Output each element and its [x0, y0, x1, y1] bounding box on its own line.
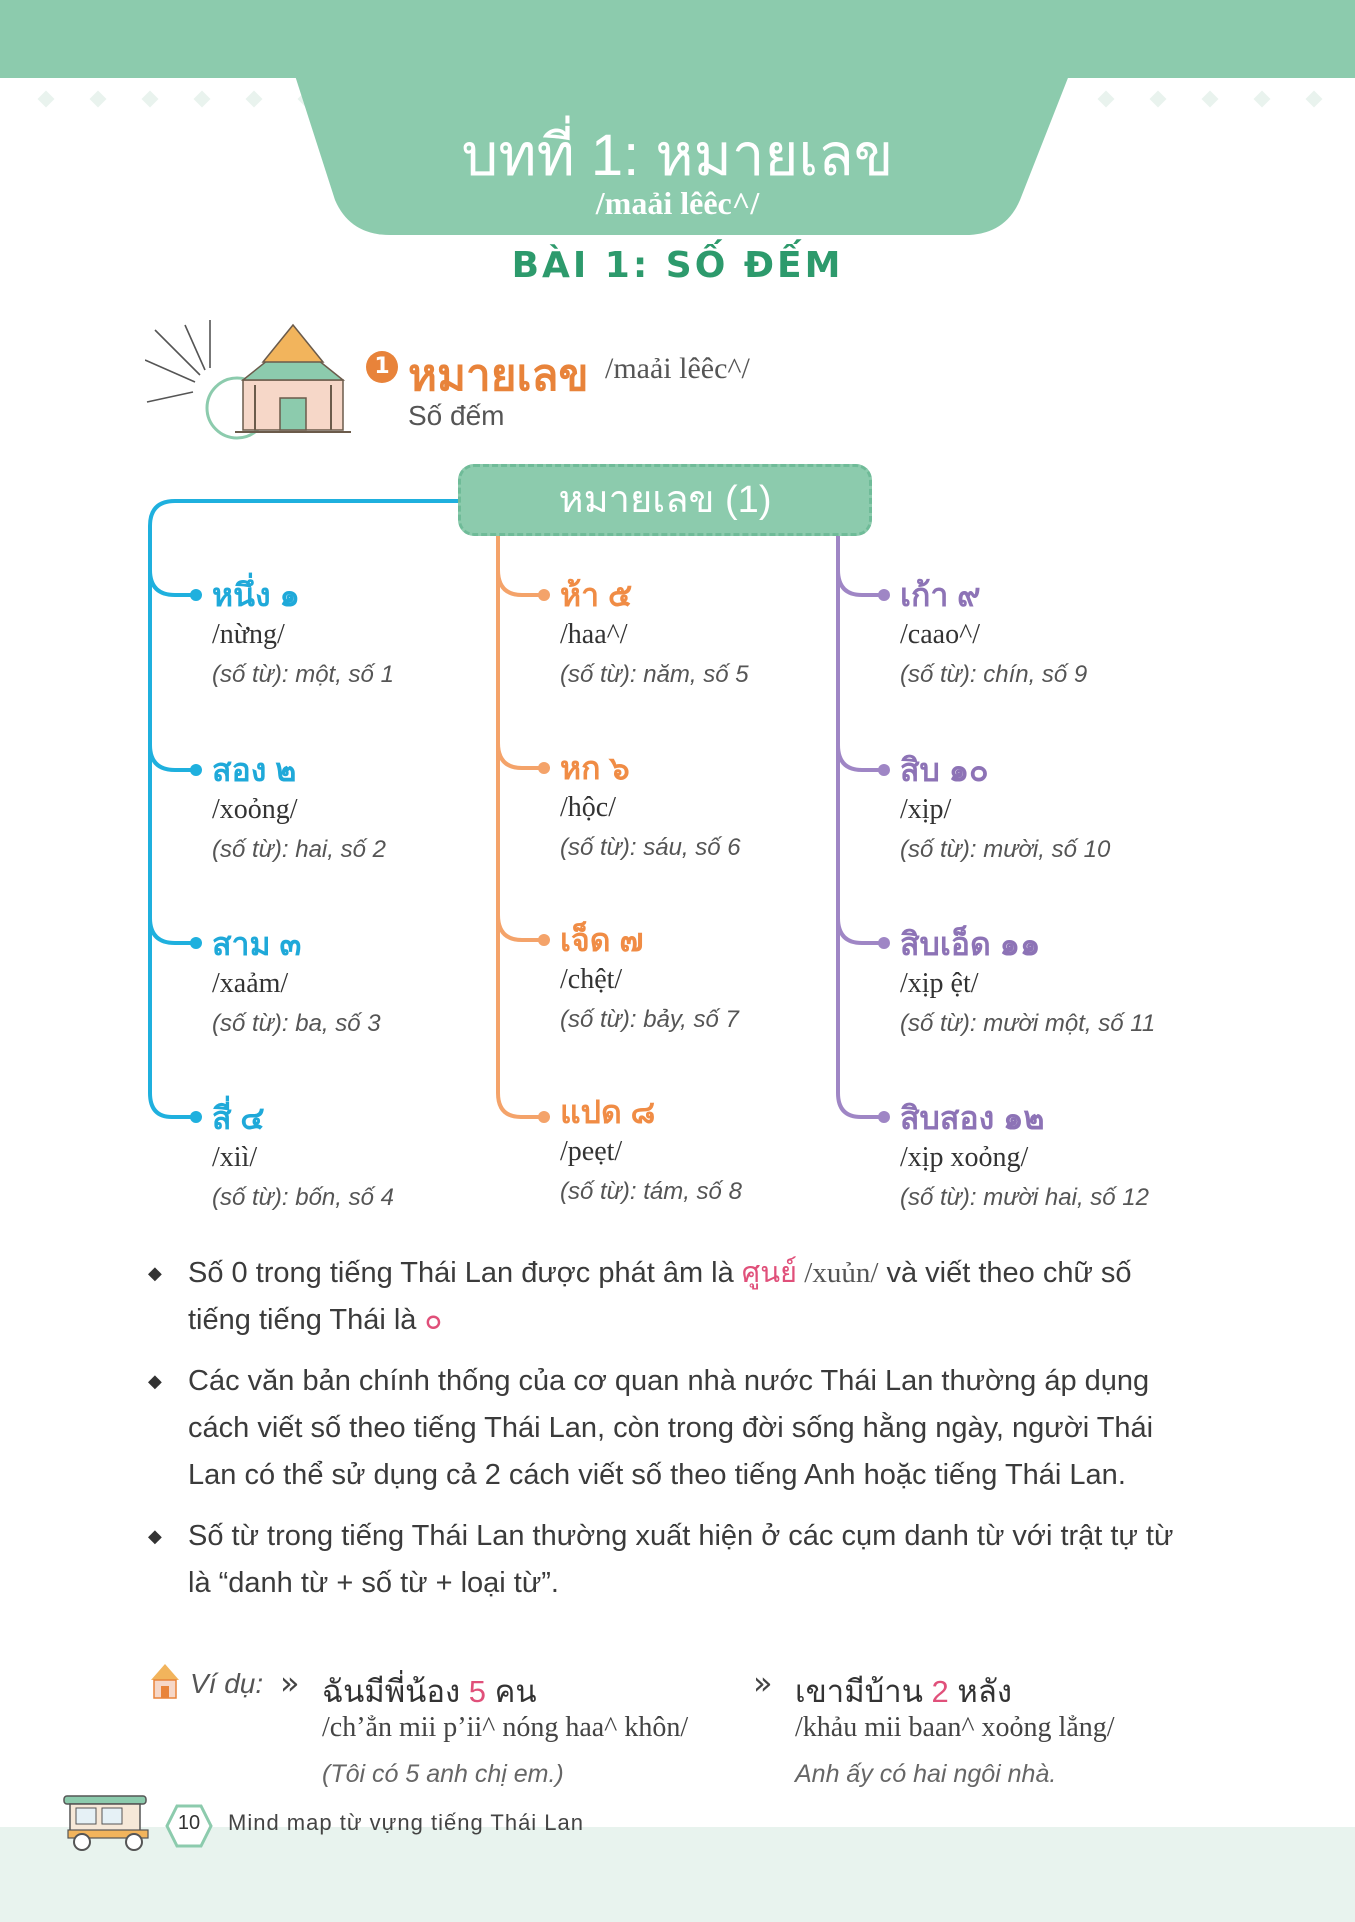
node-thai: สาม ๓ — [212, 926, 302, 962]
node-thai: สอง ๒ — [212, 752, 297, 788]
node-nueng — [212, 575, 394, 689]
note-thai-digit: ๐ — [424, 1304, 443, 1336]
node-sip-song — [900, 1098, 1149, 1212]
chapter-romanization: /maải lêêc^/ — [595, 185, 760, 221]
example-label: Ví dụ: — [190, 1668, 264, 1699]
node-meaning: (số từ): một, số 1 — [212, 661, 394, 688]
node-roman: /caao^/ — [900, 619, 980, 650]
node-roman: /hộc/ — [560, 792, 616, 823]
node-roman: /xịp/ — [900, 794, 952, 825]
node-meaning: (số từ): bốn, số 4 — [212, 1184, 394, 1211]
node-thai: ห้า ๕ — [560, 577, 633, 613]
node-thai: สี่ ๔ — [212, 1100, 265, 1136]
diamond-bullet-icon: ◆ — [148, 1526, 162, 1546]
tuktuk-icon — [60, 1790, 156, 1852]
node-roman: /xịp xoỏng/ — [900, 1142, 1029, 1173]
note-text: Số từ trong tiếng Thái Lan thường xuất hiện ở các cụm danh từ với trật tự từ là “danh từ + số từ + loại từ”. — [188, 1520, 1174, 1599]
node-roman: /nừng/ — [212, 619, 285, 650]
example-number: 2 — [931, 1674, 949, 1709]
node-roman: /xaảm/ — [212, 968, 289, 999]
chevron-right-icon: » — [753, 1664, 773, 1702]
node-chet — [560, 920, 739, 1034]
node-roman: /chệt/ — [560, 964, 623, 995]
footer-book-title: Mind map từ vựng tiếng Thái Lan — [228, 1810, 585, 1835]
lesson-title: BÀI 1: SỐ ĐẾM — [511, 245, 844, 286]
node-sip — [900, 750, 1110, 864]
note-thai-word: ศูนย์ — [741, 1257, 798, 1289]
node-song — [212, 750, 386, 864]
note-romanization: /xuủn/ — [797, 1257, 879, 1289]
node-meaning: (số từ): bảy, số 7 — [560, 1006, 739, 1033]
example-translation: (Tôi có 5 anh chị em.) — [322, 1760, 564, 1788]
node-paet — [560, 1092, 742, 1206]
node-meaning: (số từ): hai, số 2 — [212, 836, 386, 863]
example-thai — [795, 1666, 1012, 1716]
node-roman: /xoỏng/ — [212, 794, 298, 825]
note-item — [148, 1358, 1182, 1499]
node-roman: /xiì/ — [212, 1142, 258, 1173]
example-romanization: /khảu mii baan^ xoỏng lẳng/ — [795, 1712, 1115, 1743]
node-thai: แปด ๘ — [560, 1094, 656, 1130]
note-item — [148, 1513, 1182, 1607]
node-sam — [212, 924, 381, 1038]
node-thai: หนึ่ง ๑ — [212, 577, 300, 613]
example-number: 5 — [468, 1674, 486, 1709]
example-thai-text: เขามีบ้าน — [795, 1674, 932, 1709]
example-thai-text: หลัง — [948, 1674, 1012, 1709]
node-thai: สิบเอ็ด ๑๑ — [900, 926, 1041, 962]
mindmap-root: หมายเลข (1) — [458, 464, 872, 536]
node-roman: /xịp ệt/ — [900, 968, 979, 999]
node-sip-et — [900, 924, 1155, 1038]
node-meaning: (số từ): mười một, số 11 — [900, 1010, 1156, 1037]
example-block — [148, 1660, 1208, 1800]
chapter-title: บทที่ 1: หมายเลข — [461, 123, 894, 188]
node-si — [212, 1098, 394, 1212]
node-meaning: (số từ): chín, số 9 — [900, 661, 1088, 688]
diamond-bullet-icon: ◆ — [148, 1371, 162, 1391]
node-meaning: (số từ): tám, số 8 — [560, 1178, 742, 1205]
example-thai — [322, 1666, 537, 1716]
node-kao — [900, 575, 1087, 689]
node-meaning: (số từ): mười hai, số 12 — [900, 1184, 1149, 1211]
example-translation: Anh ấy có hai ngôi nhà. — [795, 1760, 1057, 1788]
node-thai: สิบ ๑๐ — [900, 752, 989, 788]
node-meaning: (số từ): ba, số 3 — [212, 1010, 381, 1037]
node-roman: /peẹt/ — [560, 1136, 623, 1167]
section-number-badge: 1 — [366, 351, 398, 383]
chevron-right-icon: » — [280, 1664, 300, 1702]
node-meaning: (số từ): sáu, số 6 — [560, 834, 741, 861]
temple-small-icon — [148, 1662, 182, 1702]
example-thai-text: คน — [486, 1674, 537, 1709]
note-text: và viết theo chữ số tiếng tiếng Thái là — [188, 1257, 1132, 1336]
section-vietnamese: Số đếm — [408, 400, 505, 431]
node-meaning: (số từ): năm, số 5 — [560, 661, 749, 688]
node-hok — [560, 748, 741, 862]
section-thai-title: หมายเลข — [408, 351, 589, 400]
page-number: 10 — [177, 1812, 201, 1834]
node-ha — [560, 575, 749, 689]
diamond-bullet-icon: ◆ — [148, 1263, 162, 1283]
example-thai-text: ฉันมีพี่น้อง — [322, 1674, 469, 1709]
note-text: Các văn bản chính thống của cơ quan nhà nước Thái Lan thường áp dụng cách viết số theo tiếng Thái Lan, còn trong đời sống hằng ngày, người Thái Lan có thể sử dụng cả 2 cách viết số theo tiếng Anh hoặc tiếng Thái Lan. — [188, 1365, 1154, 1491]
node-thai: หก ๖ — [560, 750, 630, 786]
notes-list — [148, 1250, 1182, 1621]
example-romanization: /ch’ẳn mii p’ii^ nóng haa^ khôn/ — [322, 1712, 689, 1743]
node-thai: เจ็ด ๗ — [560, 922, 644, 958]
section-romanization: /maải lêêc^/ — [605, 352, 750, 385]
node-thai: สิบสอง ๑๒ — [900, 1100, 1045, 1136]
note-text: Số 0 trong tiếng Thái Lan được phát âm là — [188, 1257, 742, 1289]
node-thai: เก้า ๙ — [900, 577, 981, 613]
node-roman: /haa^/ — [560, 619, 628, 650]
note-item — [148, 1250, 1182, 1344]
node-meaning: (số từ): mười, số 10 — [900, 836, 1111, 863]
